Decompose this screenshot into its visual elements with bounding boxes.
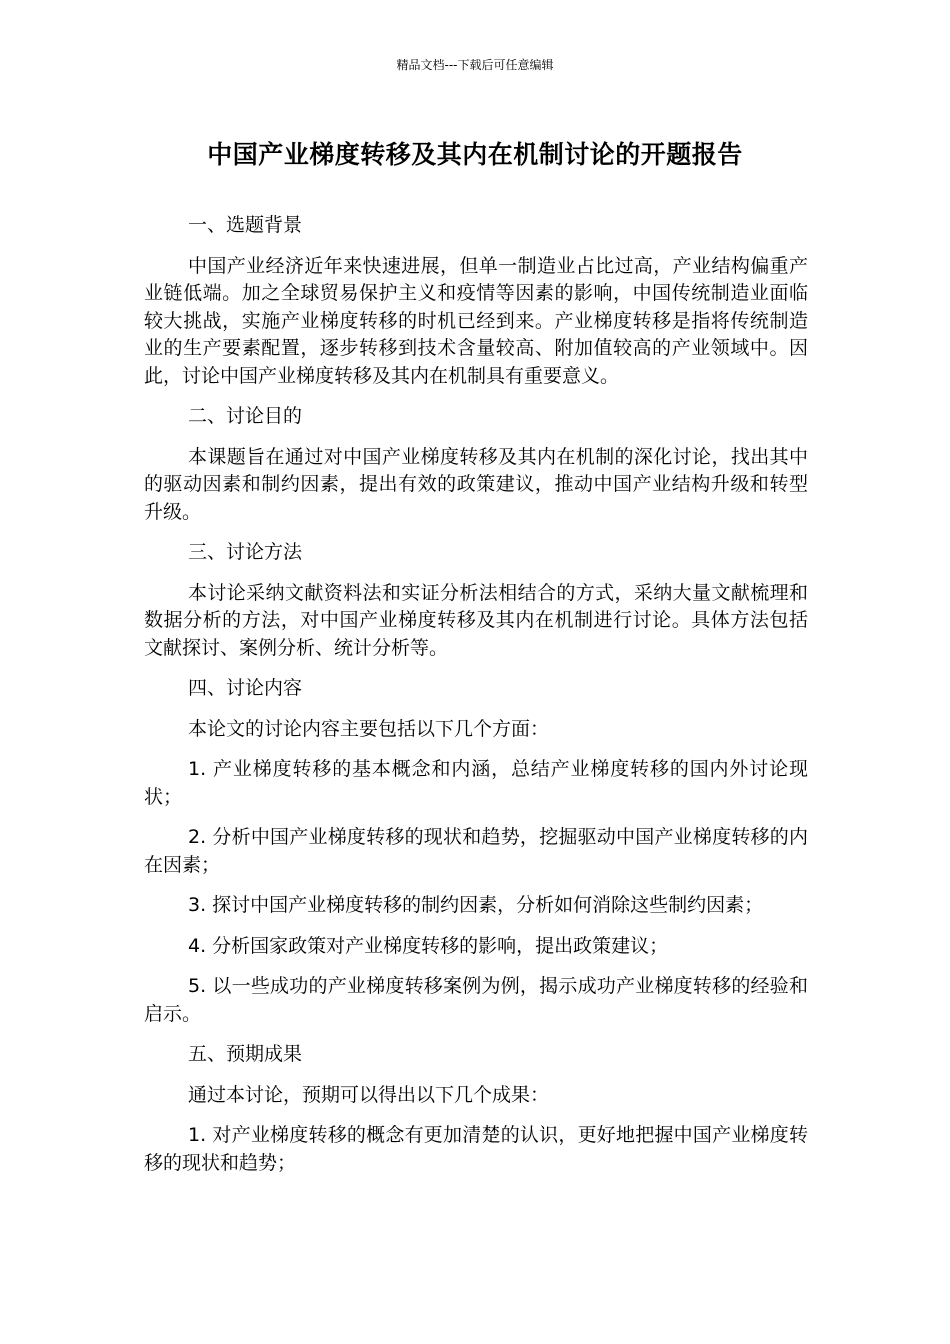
section-heading-purpose: 二、讨论目的	[188, 405, 303, 427]
paragraph-purpose: 本课题旨在通过对中国产业梯度转移及其内在机制的深化讨论，找出其中的驱动因素和制约因素，提出有效的政策建议，推动中国产业结构升级和转型升级。	[144, 445, 808, 523]
paragraph-outcomes-intro: 通过本讨论，预期可以得出以下几个成果：	[188, 1083, 550, 1106]
outcome-list-item: 1. 对产业梯度转移的概念有更加清楚的认识，更好地把握中国产业梯度转移的现状和趋势；	[144, 1124, 808, 1174]
paragraph-background: 中国产业经济近年来快速进展，但单一制造业占比过高，产业结构偏重产业链低端。加之全球贸易保护主义和疫情等因素的影响，中国传统制造业面临较大挑战，实施产业梯度转移的时机已经到来。产业梯度转移是指将传统制造业的生产要素配置，逐步转移到技术含量较高、附加值较高的产业领域中。因此，讨论中国产业梯度转移及其内在机制具有重要意义。	[144, 254, 808, 387]
section-heading-outcomes: 五、预期成果	[188, 1043, 303, 1065]
section-heading-content: 四、讨论内容	[188, 677, 303, 699]
content-list-item: 1. 产业梯度转移的基本概念和内涵，总结产业梯度转移的国内外讨论现状；	[144, 758, 808, 808]
paragraph-content-intro: 本论文的讨论内容主要包括以下几个方面：	[188, 717, 550, 740]
document-body	[144, 212, 808, 1190]
paragraph-method: 本讨论采纳文献资料法和实证分析法相结合的方式，采纳大量文献梳理和数据分析的方法，对中国产业梯度转移及其内在机制进行讨论。具体方法包括文献探讨、案例分析、统计分析等。	[144, 581, 808, 659]
content-list-item: 4. 分析国家政策对产业梯度转移的影响，提出政策建议；	[188, 934, 669, 957]
section-heading-method: 三、讨论方法	[188, 541, 303, 563]
page-header-note: 精品文档---下载后可任意编辑	[396, 58, 554, 72]
section-heading-background: 一、选题背景	[188, 214, 303, 236]
content-list-item: 5. 以一些成功的产业梯度转移案例为例，揭示成功产业梯度转移的经验和启示。	[144, 975, 808, 1025]
content-list-item: 3. 探讨中国产业梯度转移的制约因素，分析如何消除这些制约因素；	[188, 894, 764, 916]
document-title: 中国产业梯度转移及其内在机制讨论的开题报告	[207, 140, 743, 169]
content-list-item: 2. 分析中国产业梯度转移的现状和趋势，挖掘驱动中国产业梯度转移的内在因素；	[144, 826, 808, 876]
